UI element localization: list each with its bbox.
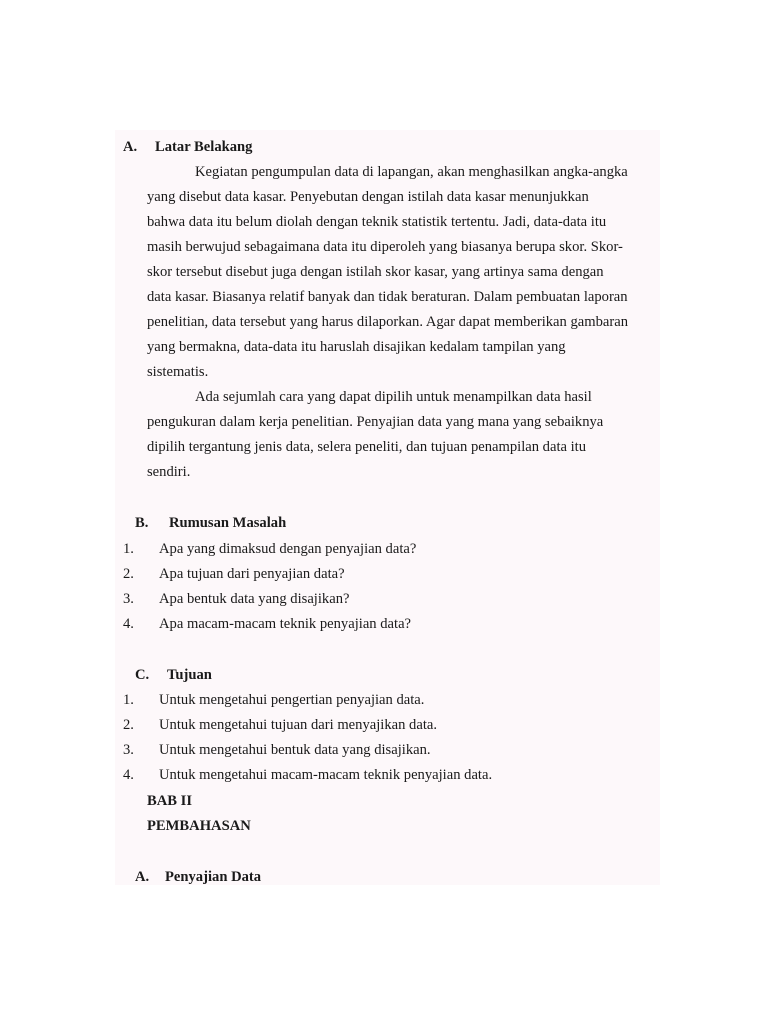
list-item-number: 2. <box>123 566 134 582</box>
section-b-title: Rumusan Masalah <box>169 515 287 531</box>
list-item-number: 4. <box>123 767 134 783</box>
chapter-label: BAB II <box>147 793 193 809</box>
section-c-title: Tujuan <box>167 667 212 683</box>
paragraph-line: yang disebut data kasar. Penyebutan dengan istilah data kasar menunjukkan <box>147 189 589 205</box>
section-a2-letter: A. <box>135 869 150 885</box>
paragraph-line: penelitian, data tersebut yang harus dilaporkan. Agar dapat memberikan gambaran <box>147 314 629 330</box>
section-a2-title: Penyajian Data <box>165 869 262 885</box>
paragraph-line: sistematis. <box>147 364 209 380</box>
section-a-title: Latar Belakang <box>155 139 253 155</box>
paragraph-line: bahwa data itu belum diolah dengan teknik statistik tertentu. Jadi, data-data itu <box>147 214 607 230</box>
list-item: Untuk mengetahui pengertian penyajian data. <box>159 692 425 708</box>
list-item: Untuk mengetahui tujuan dari menyajikan data. <box>159 717 438 733</box>
paragraph-line: dipilih tergantung jenis data, selera peneliti, dan tujuan penampilan data itu <box>147 439 587 455</box>
list-item-number: 3. <box>123 591 134 607</box>
list-item-number: 4. <box>123 616 134 632</box>
paragraph-line: pengukuran dalam kerja penelitian. Penyajian data yang mana yang sebaiknya <box>147 414 604 430</box>
list-item-number: 3. <box>123 742 134 758</box>
list-item: Untuk mengetahui bentuk data yang disajikan. <box>159 742 431 758</box>
paragraph-line: masih berwujud sebagaimana data itu diperoleh yang biasanya berupa skor. Skor- <box>147 239 623 255</box>
section-c-letter: C. <box>135 667 150 683</box>
paragraph-line: yang bermakna, data-data itu haruslah disajikan kedalam tampilan yang <box>147 339 566 355</box>
chapter-title: PEMBAHASAN <box>147 818 251 834</box>
paragraph-line: skor tersebut disebut juga dengan istilah skor kasar, yang artinya sama dengan <box>147 264 604 280</box>
paragraph-line: Kegiatan pengumpulan data di lapangan, akan menghasilkan angka-angka <box>195 164 628 180</box>
list-item: Apa bentuk data yang disajikan? <box>159 591 350 607</box>
list-item: Apa tujuan dari penyajian data? <box>159 566 345 582</box>
list-item: Untuk mengetahui macam-macam teknik penyajian data. <box>159 767 493 783</box>
list-item: Apa yang dimaksud dengan penyajian data? <box>159 541 417 557</box>
list-item-number: 1. <box>123 541 134 557</box>
list-item-number: 2. <box>123 717 134 733</box>
paragraph-line: Ada sejumlah cara yang dapat dipilih untuk menampilkan data hasil <box>195 389 592 405</box>
paragraph-line: data kasar. Biasanya relatif banyak dan tidak beraturan. Dalam pembuatan laporan <box>147 289 628 305</box>
section-a-letter: A. <box>123 139 138 155</box>
list-item: Apa macam-macam teknik penyajian data? <box>159 616 412 632</box>
section-b-letter: B. <box>135 515 149 531</box>
paragraph-line: sendiri. <box>147 464 191 480</box>
list-item-number: 1. <box>123 692 134 708</box>
